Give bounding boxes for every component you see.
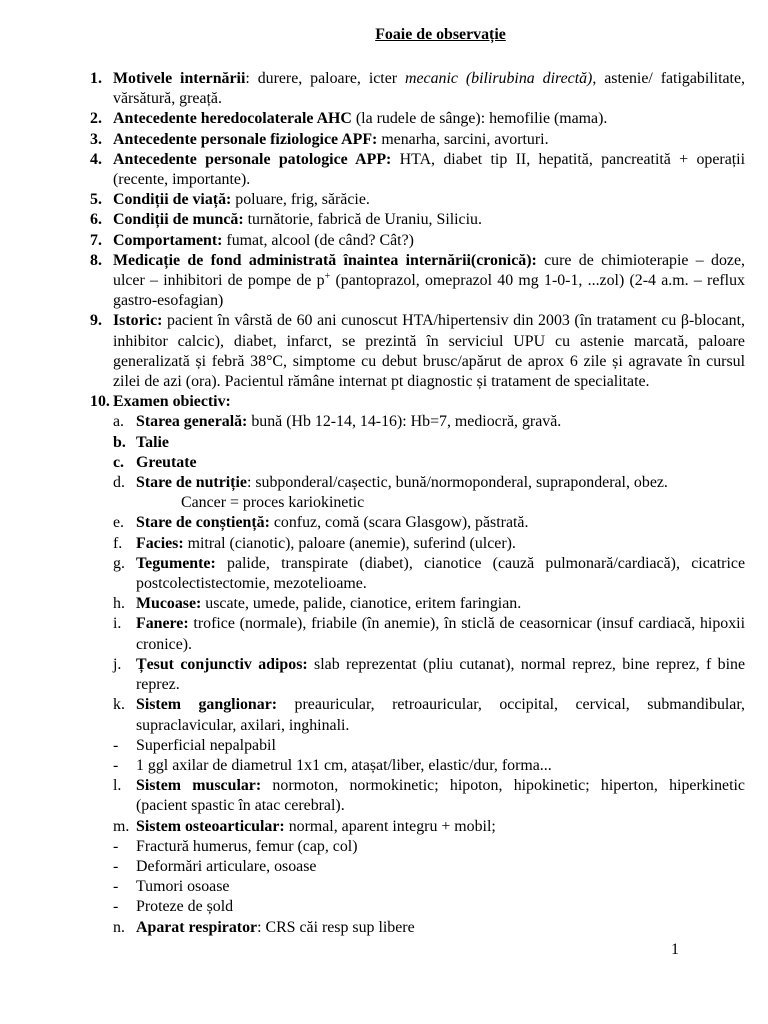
list-item-5 [88,190,745,210]
exam-item-f [113,534,745,554]
item-content [113,231,745,251]
exam-detail-row [113,877,745,897]
exam-detail: Proteze de șold [136,898,234,916]
exam-text: normoton, normokinetic; hipoton, hipokinetic; hiperton, hiperkinetic (pacient spastic în atac cerebral). [136,777,745,815]
item-content [113,392,745,937]
item-label: Condiții de muncă: [113,211,244,229]
exam-item-b [113,433,745,453]
exam-content [136,473,745,513]
exam-marker: b. [113,433,126,451]
list-item-3 [88,130,745,150]
exam-marker: f. [113,534,123,552]
item-content [113,69,745,109]
exam-marker: h. [113,595,125,613]
item-text: pacient în vârstă de 60 ani cunoscut HTA/hipertensiv din 2003 (în tratament cu β-blocant, inhibitor calcic), diabet, infarct, se prezintă în serviciul UPU cu astenie marcată, paloare generalizată și febră 38°C, simptome cu debut brusc/apărut de aprox 6 zile și agravate în cursul zilei de azi (ora). Pacientul rămâne internat pt diagnostic și tratament de specialitate. [113,312,745,391]
exam-item-l [113,776,745,816]
exam-content [136,594,745,614]
exam-text: normal, aparent integru + mobil; [284,817,496,835]
item-number: 7. [90,231,102,249]
exam-text: confuz, comă (scara Glasgow), păstrată. [269,514,529,532]
exam-item-a [113,412,745,432]
exam-label: Sistem osteoarticular: [136,817,285,835]
exam-detail: Deformări articulare, osoase [136,857,317,875]
exam-content [136,453,745,473]
exam-content [136,918,745,938]
exam-content [136,412,745,432]
item-text: (la rudele de sânge): hemofilie (mama). [351,110,608,128]
exam-marker: a. [113,413,125,431]
observation-list [88,69,745,938]
item-label: Antecedente heredocolaterale AHC [113,110,352,128]
exam-content [136,776,745,816]
exam-content [136,433,745,453]
dash-marker: - [113,756,119,774]
exam-marker: d. [113,474,125,492]
item-label: Antecedente personale patologice APP: [113,150,392,168]
list-item-7 [88,231,745,251]
exam-marker: c. [113,453,125,471]
item-text: HTA, diabet tip II, hepatită, pancreatită + operații (recente, importante). [113,150,745,189]
exam-detail-row [113,837,745,857]
exam-label: Aparat respirator [136,918,258,936]
list-item-8 [88,251,745,312]
item-text-continued: , astenie/ fatigabilitate, vărsătură, greață. [113,70,745,108]
exam-label: Tegumente: [136,554,216,572]
exam-content [136,554,745,594]
exam-detail: 1 ggl axilar de diametrul 1x1 cm, atașat/liber, elastic/dur, forma... [136,756,552,774]
item-content [113,130,745,150]
list-item-9 [88,311,745,392]
exam-label: Talie [136,433,169,451]
exam-marker: j. [113,655,122,673]
exam-label: Stare de nutriție [136,474,247,492]
exam-label: Mucoase: [136,595,202,613]
item-label: Condiții de viață: [113,191,232,209]
item-label: Istoric: [113,312,163,330]
exam-marker: e. [113,514,125,532]
exam-text: slab reprezentat (pliu cutanat), normal reprez, bine reprez, f bine reprez. [136,655,746,694]
item-label: Medicație de fond administrată înaintea internării(cronică): [113,251,537,269]
list-item-6 [88,210,745,230]
item-number: 6. [90,211,102,229]
exam-detail: Tumori osoase [136,878,230,896]
exam-marker: m. [113,817,130,835]
exam-marker: k. [113,696,125,714]
exam-label: Fanere: [136,615,189,633]
exam-label: Sistem muscular: [136,777,262,795]
exam-text: trofice (normale), friabile (în anemie), în sticlă de ceasornicar (insuf cardiacă, hipoxii cronice). [136,615,745,653]
dash-marker: - [113,898,119,916]
item-text: turnătorie, fabrică de Uraniu, Siliciu. [243,211,482,229]
page-number: 1 [671,941,679,958]
item-label: Antecedente personale fiziologice APF: [113,130,378,148]
item-number: 2. [90,110,102,128]
exam-content [136,534,745,554]
exam-text: uscate, umede, palide, cianotice, eritem faringian. [201,595,522,613]
exam-note: Cancer = proces kariokinetic [181,494,365,512]
list-item-2 [88,109,745,129]
exam-detail-row [113,756,745,776]
exam-detail-row [113,857,745,877]
exam-text: palide, transpirate (diabet), cianotice (cauză pulmonară/cardiacă), cicatrice postcolectistectomie, mezotelioame. [136,554,745,593]
exam-label: Starea generală: [136,413,248,431]
item-label: Comportament: [113,231,223,249]
exam-content [136,513,745,533]
exam-label: Greutate [136,453,197,471]
item-content [113,190,745,210]
list-item-1 [88,69,745,109]
item-number: 9. [90,312,102,330]
list-item-4 [88,150,745,190]
item-text: : durere, paloare, icter [245,70,405,87]
item-text: fumat, alcool (de când? Cât?) [222,231,414,249]
exam-item-m [113,817,745,837]
exam-text: : subponderal/cașectic, bună/normoponderal, supraponderal, obez. [246,474,668,492]
exam-marker: n. [113,918,125,936]
exam-label: Facies: [136,534,184,552]
item-content [113,210,745,230]
document-title: Foaie de observație [375,26,506,43]
exam-label: Țesut conjunctiv adipos: [136,655,308,673]
item-content [113,109,745,129]
item-text: cure de chimioterapie – doze, ulcer – inhibitori de pompe de p [113,251,745,290]
exam-detail-row [113,897,745,917]
exam-item-h [113,594,745,614]
exam-content [136,817,745,837]
item-text: poluare, frig, sărăcie. [231,191,370,209]
item-number: 5. [90,191,102,209]
item-label: Motivele internării [113,70,246,87]
exam-item-k [113,695,745,735]
exam-marker: i. [113,615,122,633]
exam-content [136,614,745,654]
exam-content [136,695,745,735]
item-content [113,251,745,312]
exam-item-j [113,655,745,695]
list-item-10 [88,392,745,937]
exam-text: preauricular, retroauricular, occipital, cervical, submandibular, supraclavicular, axilari, inghinali. [136,696,745,734]
exam-marker: g. [113,554,125,572]
item-content [113,150,745,190]
exam-item-d [113,473,745,513]
exam-detail: Fractură humerus, femur (cap, col) [136,837,358,855]
item-text: menarha, sarcini, avorturi. [377,130,549,148]
exam-text: : CRS căi resp sup libere [257,918,415,936]
exam-heading [113,392,745,412]
dash-marker: - [113,837,119,855]
exam-item-g [113,554,745,594]
item-number: 1. [90,70,102,87]
exam-content [136,655,745,695]
exam-detail: Superficial nepalpabil [136,736,276,754]
item-text-continued: (pantoprazol, omeprazol 40 mg 1-0-1, ...zol) (2-4 a.m. – reflux gastro-esofagian) [113,272,745,310]
item-content [113,311,745,392]
exam-item-i [113,614,745,654]
exam-detail-row [113,736,745,756]
dash-marker: - [113,878,119,896]
item-number: 4. [90,150,102,168]
exam-item-n [113,918,745,938]
exam-text: bună (Hb 12-14, 14-16): Hb=7, mediocră, gravă. [247,413,562,431]
exam-item-c [113,453,745,473]
dash-marker: - [113,736,119,754]
dash-marker: - [113,857,119,875]
exam-marker: l. [113,777,122,795]
item-number: 3. [90,130,102,148]
exam-label: Sistem ganglionar: [136,696,278,714]
exam-item-e [113,513,745,533]
item-number: 8. [90,251,102,269]
item-italic-text: mecanic (bilirubina directă) [404,70,593,87]
item-number: 10. [90,393,110,411]
item-superscript: + [324,271,331,283]
exam-text: mitral (cianotic), paloare (anemie), suferind (ulcer). [183,534,516,552]
item-label: Examen obiectiv: [113,393,231,411]
exam-label: Stare de conștiență: [136,514,270,532]
